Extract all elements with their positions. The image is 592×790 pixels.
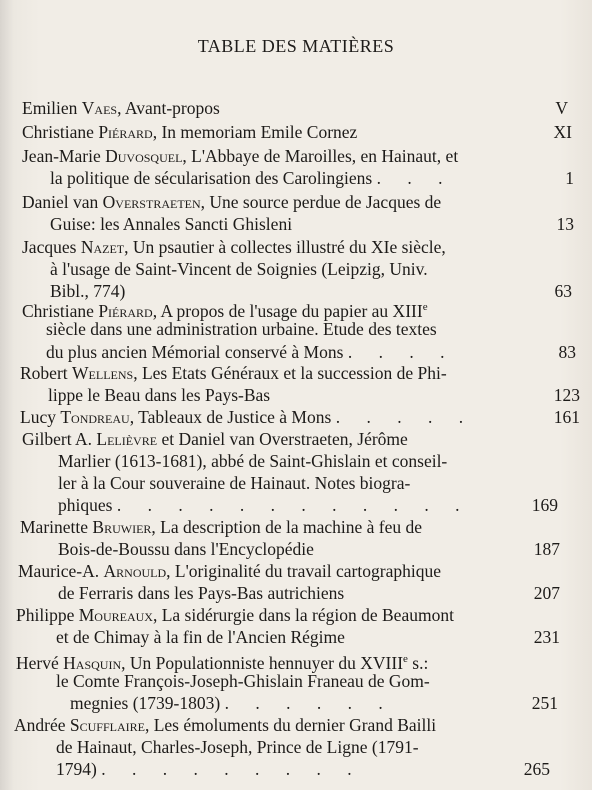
author-name: Daniel van Overstraeten [22,192,201,212]
toc-entry-5: Jacques Nazet, Un psautier à collectes illustré du XIe siècle, [22,237,446,257]
leader-dots: . . . . . . [224,693,394,713]
toc-entry-14: Andrée Scufflaire, Les émoluments du dernier Grand Bailli [14,715,437,735]
page-number: 83 [558,342,576,362]
author-name: Marinette Bruwier [20,517,152,537]
toc-entry-4: Daniel van Overstraeten, Une source perdue de Jacques de [22,192,442,212]
toc-entry-12-line-2: et de Chimay à la fin de l'Ancien Régime [56,627,345,647]
page-number: 265 [523,759,550,779]
toc-entry-9: Gilbert A. Lelièvre et Daniel van Overstraeten, Jérôme [22,429,408,449]
page-number: 1 [565,168,574,188]
author-name: Jean-Marie Duvosquel [22,146,183,166]
toc-entry-7-line-2: lippe le Beau dans les Pays-Bas [48,385,271,405]
toc-entry-5-line-2: à l'usage de Saint-Vincent de Soignies (Leipzig, Univ. [50,259,428,279]
author-name: Robert Wellens [20,363,134,383]
toc-entry-6-line-2: siècle dans une administration urbaine. Etude des textes [46,319,437,339]
leader-dots: . . . . [347,342,456,362]
toc-entry-9-line-2: Marlier (1613-1681), abbé de Saint-Ghislain et conseil- [58,451,448,471]
toc-entry-14-line-2: de Hainaut, Charles-Joseph, Prince de Ligne (1791- [56,737,419,757]
author-name: Emilien Vaes [22,98,118,118]
leader-dots: . . . . . . . . . . . . [116,495,471,515]
toc-entry-1: Emilien Vaes, Avant-propos [22,98,220,118]
toc-entry-8: Lucy Tondreau, Tableaux de Justice à Mons . . . . . [20,407,475,427]
toc-entry-4-line-2: Guise: les Annales Sancti Ghisleni [50,214,293,234]
author-name: Lucy Tondreau [20,407,130,427]
page-number: XI [553,122,572,142]
leader-dots: . . . [376,168,454,188]
leader-dots: . . . . . [335,407,475,427]
toc-entry-3: Jean-Marie Duvosquel, L'Abbaye de Maroilles, en Hainaut, et [22,146,459,166]
author-name: Jacques Nazet [22,237,125,257]
page-number: V [555,98,568,118]
page-number: 187 [533,539,560,559]
toc-entry-6-line-3: du plus ancien Mémorial conservé à Mons . . . . [46,342,456,362]
page-number: 63 [554,281,572,301]
page-number: 231 [533,627,560,647]
author-name: Maurice-A. Arnould [18,561,167,581]
toc-entry-10: Marinette Bruwier, La description de la machine à feu de [20,517,423,537]
toc-entry-10-line-2: Bois-de-Boussu dans l'Encyclopédie [58,539,314,559]
author-name: Christiane Piérard [22,122,153,142]
toc-entry-14-line-3: 1794) . . . . . . . . . [56,759,363,779]
author-name: Andrée Scufflaire [14,715,145,735]
leader-dots: . . . . . . . . . [101,759,363,779]
author-name: Christiane Piérard [22,300,153,321]
toc-entry-9-line-3: ler à la Cour souveraine de Hainaut. Notes biogra- [58,473,411,493]
toc-entry-12: Philippe Moureaux, La sidérurgie dans la région de Beaumont [16,605,454,625]
toc-entry-11: Maurice-A. Arnould, L'originalité du travail cartographique [18,561,441,581]
author-name: Hervé Hasquin [16,652,122,673]
page-number: 251 [531,693,558,713]
author-name: Philippe Moureaux [16,605,153,625]
toc-entry-13: Hervé Hasquin, Un Populationniste hennuyer du XVIIIe s.: [16,652,429,673]
toc-entry-11-line-2: de Ferraris dans les Pays-Bas autrichiens [58,583,345,603]
page-number: 169 [531,495,558,515]
toc-entry-3-line-2: la politique de sécularisation des Carolingiens . . . [50,168,454,188]
page-number: 123 [553,385,580,405]
toc-entry-13-line-3: megnies (1739-1803) . . . . . . [70,693,394,713]
toc-entry-6: Christiane Piérard, A propos de l'usage du papier au XIIIe [22,300,428,321]
page-number: 13 [556,214,574,234]
toc-entry-5-line-3: Bibl., 774) [50,281,126,301]
page-number: 161 [553,407,580,427]
toc-entry-13-line-2: le Comte François-Joseph-Ghislain Franeau de Gom- [56,671,430,691]
page-title: TABLE DES MATIÈRES [197,36,395,56]
toc-entry-9-line-4: phiques . . . . . . . . . . . . [58,495,471,515]
toc-entry-7: Robert Wellens, Les Etats Généraux et la succession de Phi- [20,363,447,383]
page-number: 207 [533,583,560,603]
toc-entry-2: Christiane Piérard, In memoriam Emile Cornez [22,122,358,142]
author-name: Gilbert A. Lelièvre [22,429,158,449]
